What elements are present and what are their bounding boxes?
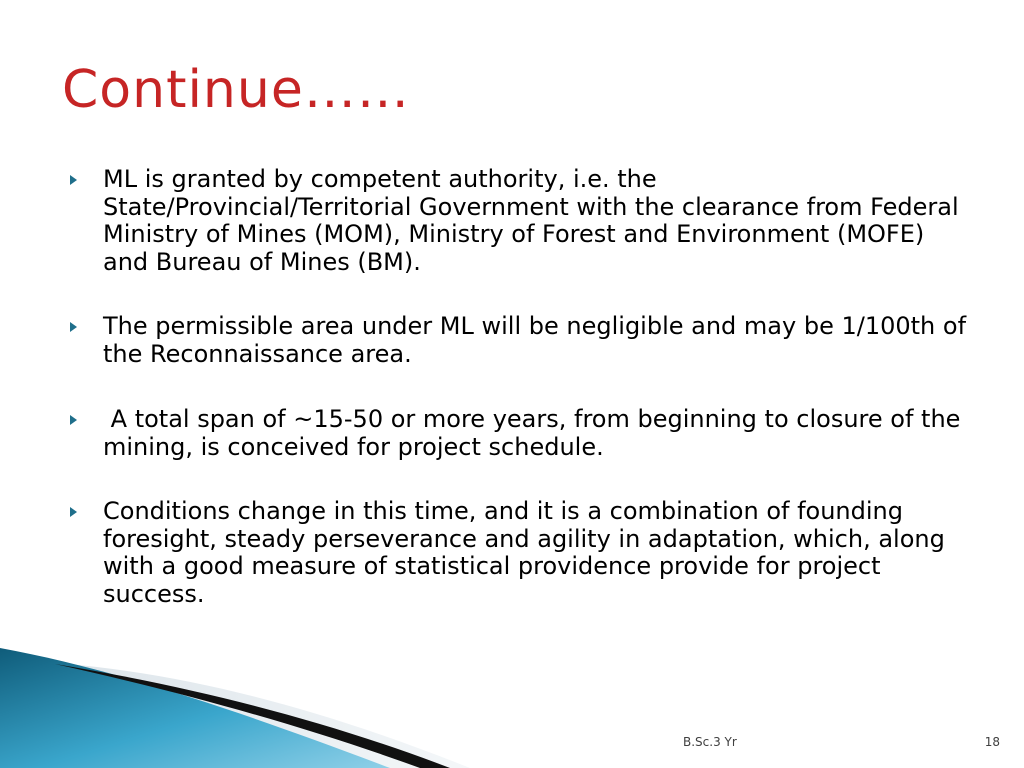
triangle-right-icon: [70, 175, 77, 185]
bullet-item: [70, 313, 970, 368]
bullet-text: The permissible area under ML will be negligible and may be 1/100th of the Reconnaissance area.: [103, 312, 967, 368]
bullet-item: [70, 166, 970, 276]
triangle-right-icon: [70, 415, 77, 425]
bullet-text: ML is granted by competent authority, i.e. the State/Provincial/Territorial Government with the clearance from Federal Ministry of Mines (MOM), Ministry of Forest and Environment (MOFE) and Bureau of Mines (BM).: [103, 165, 959, 276]
slide-title: Continue……: [62, 60, 410, 120]
bullet-list: [70, 166, 970, 608]
bullet-item: [70, 498, 970, 608]
bullet-item: [70, 406, 970, 461]
triangle-right-icon: [70, 507, 77, 517]
blue-wave: [0, 648, 390, 768]
triangle-right-icon: [70, 322, 77, 332]
silver-band: [0, 660, 470, 768]
footer-course-label: B.Sc.3 Yr: [683, 735, 737, 749]
black-swoosh: [55, 664, 450, 768]
bullet-text: A total span of ~15-50 or more years, from beginning to closure of the mining, is conceived for project schedule.: [103, 405, 969, 461]
bullet-text: Conditions change in this time, and it is a combination of founding foresight, steady perseverance and agility in adaptation, which, along with a good measure of statistical providence provide for project success.: [103, 497, 945, 608]
page-number: 18: [984, 735, 1000, 749]
